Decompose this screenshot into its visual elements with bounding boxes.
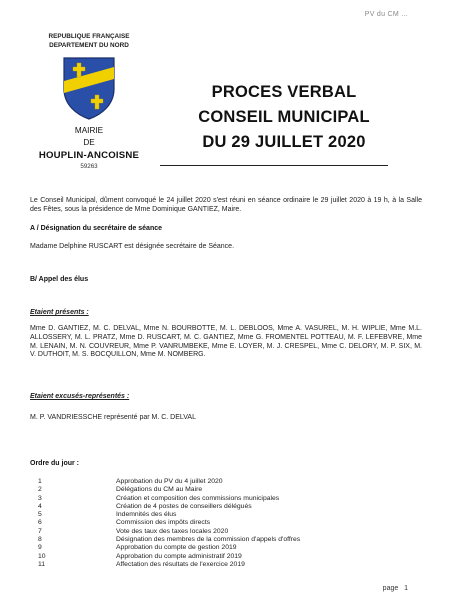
present-label: Etaient présents :: [30, 309, 89, 316]
intro-paragraph: Le Conseil Municipal, dûment convoqué le 24 juillet 2020 s'est réuni en séance ordinaire le 29 juillet 2020 à 19 h, à la Salle des Fêtes, sous la présidence de Mme Dominique GANTIEZ, Maire.: [30, 197, 422, 213]
agenda-item: 3 Création et composition des commissions municipales: [38, 494, 280, 502]
agenda-item: 6 Commission des impôts directs: [38, 519, 211, 527]
title-line-1: PROCES VERBAL: [211, 83, 357, 101]
title-line-2: CONSEIL MUNICIPAL: [198, 108, 370, 126]
page-label: page: [382, 585, 399, 592]
excused-label: Etaient excusés-représentés :: [30, 393, 130, 400]
agenda-item: 11 Affectation des résultats de l'exercice 2019: [38, 560, 245, 568]
department-label: DEPARTEMENT DU NORD: [49, 41, 129, 49]
agenda-list: [38, 478, 338, 569]
commune-name: HOUPLIN-ANCOISNE: [38, 150, 140, 161]
agenda-item: 10 Approbation du compte administratif 2019: [38, 552, 242, 560]
excused-text: M. P. VANDRIESSCHE représenté par M. C. DELVAL: [30, 414, 196, 421]
document-title: [168, 80, 400, 155]
agenda-item: 2 Délégations du CM au Maire: [38, 486, 203, 494]
agenda-item: 8 Désignation des membres de la commission d'appels d'offres: [38, 536, 301, 544]
municipal-header: [24, 33, 154, 171]
de-label: DE: [83, 138, 95, 147]
agenda-heading: Ordre du jour :: [30, 460, 79, 467]
agenda-item: 9 Approbation du compte de gestion 2019: [38, 544, 237, 552]
agenda-item: 1 Approbation du PV du 4 juillet 2020: [38, 478, 223, 485]
postcode: 59263: [80, 163, 98, 170]
agenda-item: 7 Vote des taux des taxes locales 2020: [38, 527, 229, 535]
section-b-heading: B/ Appel des élus: [30, 276, 89, 283]
page-number-value: 1: [404, 585, 408, 592]
agenda-item: 4 Création de 4 postes de conseillers délégués: [38, 502, 252, 510]
section-a-text: Madame Delphine RUSCART est désignée secrétaire de Séance.: [30, 243, 235, 250]
present-list: Mme D. GANTIEZ, M. C. DELVAL, Mme N. BOURBOTTE, M. L. DEBLOOS, Mme A. VASUREL, M. H. WIPLIE, Mme M.L. ALLOSSERY, M. L. PRATZ, Mme D. RUSCART, M. C. GANTIEZ, Mme G. FROMENTEL POTTEAU, M. F. LEFEBVRE, Mme M. LENAIN, M. N. COUVREUR, Mme P. VANRUMBEKE, Mme E. LOYER, M. J. CRESPEL, Mme C. DELORY, M. P. SIX, M. V. DUTHOIT, M. S. BOCQUILLON, Mme M. NOMBERG.: [30, 325, 422, 359]
section-a-heading: A / Désignation du secrétaire de séance: [30, 225, 163, 232]
mairie-label: MAIRIE: [74, 126, 104, 135]
document-reference-note: PV du CM ...: [364, 11, 408, 18]
coat-of-arms-icon: [61, 55, 117, 121]
title-underline: [160, 165, 388, 166]
agenda-item: 5 Indemnités des élus: [38, 511, 177, 519]
republic-label: REPUBLIQUE FRANÇAISE: [48, 33, 130, 40]
title-line-3: DU 29 JUILLET 2020: [202, 133, 366, 151]
page-number: [383, 585, 408, 592]
